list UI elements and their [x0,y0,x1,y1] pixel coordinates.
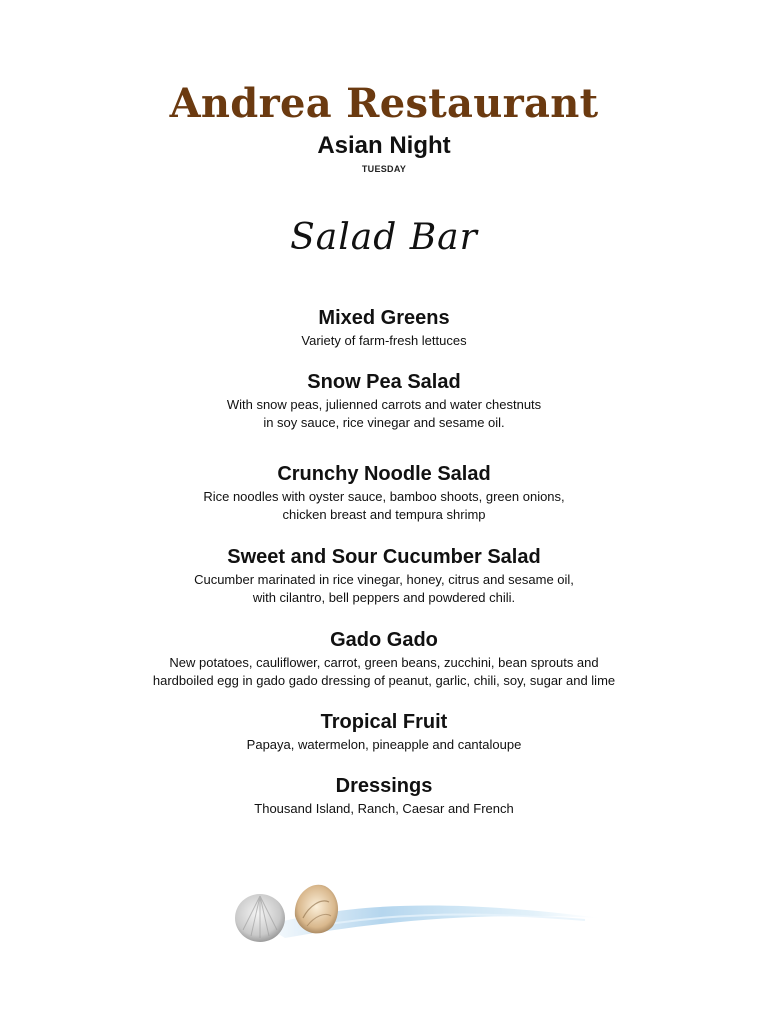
item-name: Snow Pea Salad [307,371,461,393]
item-description-line: Rice noodles with oyster sauce, bamboo shoots, green onions, [203,489,565,504]
event-day: TUESDAY [361,164,407,174]
item-description [0,654,768,690]
item-description-line: New potatoes, cauliflower, carrot, green beans, zucchini, bean sprouts and [169,655,599,670]
tan-shell-icon [295,885,338,934]
restaurant-name: Andrea Restaurant [169,80,599,127]
seashells-wave-icon [225,868,605,958]
item-name: Crunchy Noodle Salad [277,463,491,485]
event-title: Asian Night [317,132,451,159]
section-title: Salad Bar [290,217,478,258]
item-description-line: With snow peas, julienned carrots and water chestnuts [226,397,542,412]
item-name: Sweet and Sour Cucumber Salad [227,546,541,568]
item-description-line: Cucumber marinated in rice vinegar, honey, citrus and sesame oil, [194,572,574,587]
item-description-line: hardboiled egg in gado gado dressing of peanut, garlic, chili, soy, sugar and lime [152,673,616,688]
item-description [0,736,768,754]
item-name: Dressings [335,775,433,797]
item-name: Gado Gado [330,629,438,651]
item-description-line: chicken breast and tempura shrimp [282,507,486,522]
item-description-line: Papaya, watermelon, pineapple and cantaloupe [246,737,522,752]
item-name: Mixed Greens [318,307,450,329]
item-name: Tropical Fruit [320,711,448,733]
gray-shell-icon [235,894,285,942]
item-description-line: in soy sauce, rice vinegar and sesame oil. [263,415,505,430]
item-description-line: Variety of farm-fresh lettuces [301,333,467,348]
item-description [0,396,768,432]
menu-item-snow-pea-salad [0,369,768,432]
menu-item-sweet-sour-cucumber-salad [0,544,768,607]
item-description [0,332,768,350]
item-description [0,571,768,607]
item-description [0,488,768,524]
menu-item-tropical-fruit [0,709,768,754]
item-description [0,800,768,818]
menu-item-dressings [0,773,768,818]
menu-item-gado-gado [0,627,768,690]
menu-item-mixed-greens [0,305,768,350]
item-description-line: Thousand Island, Ranch, Caesar and French [254,801,514,816]
item-description-line: with cilantro, bell peppers and powdered chili. [252,590,516,605]
menu-item-crunchy-noodle-salad [0,461,768,524]
